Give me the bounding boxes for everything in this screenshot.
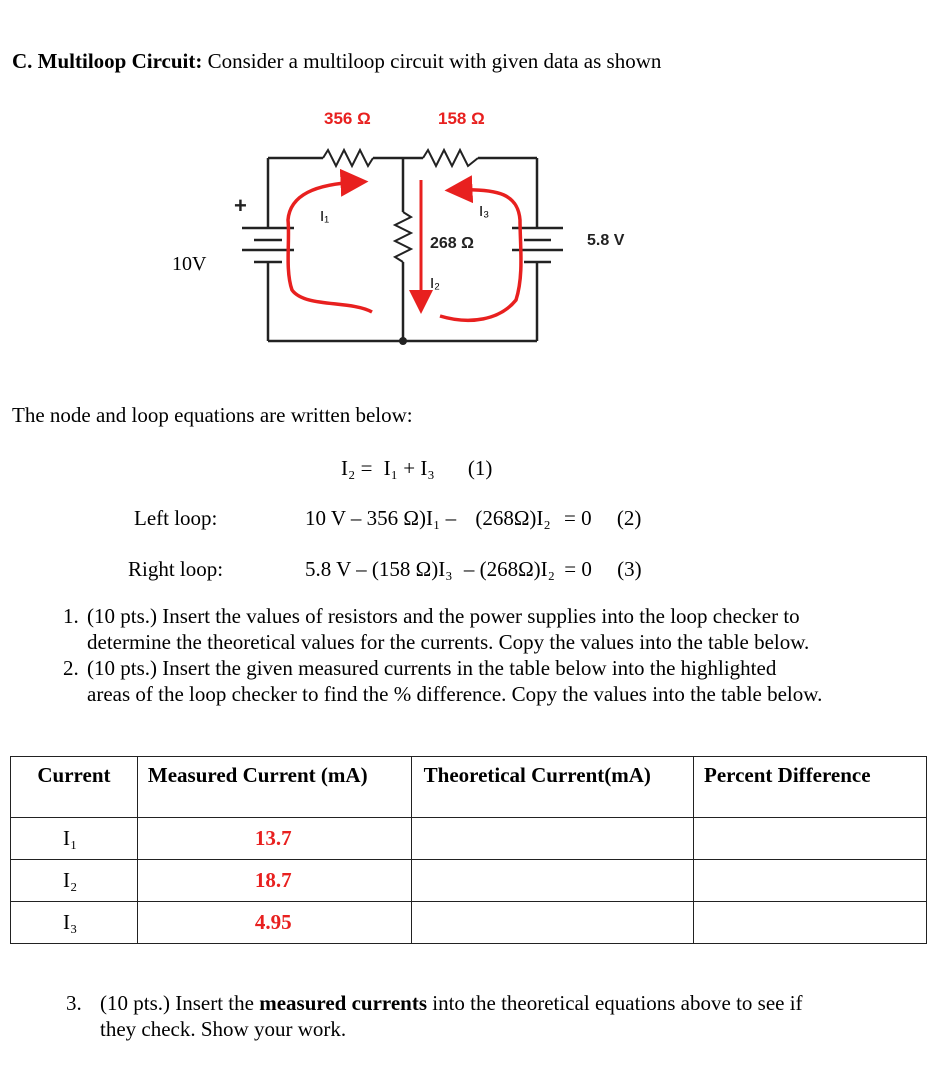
cell-measured: 4.95 [137,902,411,944]
cell-current: I₂ [11,860,138,902]
resistor-268-label: 268 Ω [430,235,474,252]
table-row [11,902,927,944]
node-equation-number: (1) [467,456,493,480]
resistor-268-symbol [395,212,411,262]
junction-dot [399,337,407,345]
right-loop-equation [305,557,642,582]
header-percent: Percent Difference [694,757,927,818]
results-table [10,756,927,944]
cell-current: I₃ [11,902,138,944]
node-equation-rhs: I₁ + I₃ [383,456,435,480]
task-number: 2. [63,656,79,680]
task-line: (10 pts.) Insert the given measured currents in the table below into the highlighted [87,656,777,680]
left-loop-number: (2) [616,506,642,530]
cell-current: I₁ [11,818,138,860]
task-item [0,603,822,655]
equations-intro: The node and loop equations are written below: [12,403,413,427]
right-loop-part2: – (268Ω)I₂ [463,557,555,581]
current-i3-label: I₃ [479,203,490,220]
header-theoretical: Theoretical Current(mA) [411,757,693,818]
task-line: determine the theoretical values for the currents. Copy the values into the table below. [87,630,810,654]
task-3-prefix: (10 pts.) Insert the [100,991,254,1015]
section-heading-label: C. Multiloop Circuit: [12,49,203,73]
task-3 [0,990,952,1042]
resistor-158-symbol [423,150,478,166]
cell-theoretical[interactable] [411,818,693,860]
current-i1-label: I₁ [320,208,330,225]
resistor-356-label: 356 Ω [324,109,371,128]
resistor-356-symbol [323,150,373,166]
current-i2-label: I₂ [430,275,440,292]
left-loop-equals: = 0 [564,506,592,530]
table-header-row [11,757,927,818]
task-3-line2: they check. Show your work. [100,1017,347,1041]
left-loop-part1: 10 V – 356 Ω)I₁ – [305,506,457,530]
table-row [11,860,927,902]
header-current: Current [11,757,138,818]
cell-theoretical[interactable] [411,902,693,944]
node-equation-lhs: I₂ = [341,456,373,480]
task-line: areas of the loop checker to find the % difference. Copy the values into the table below. [87,682,823,706]
task-3-suffix: into the theoretical equations above to see if [432,991,803,1015]
cell-percent[interactable] [694,818,927,860]
task-line: (10 pts.) Insert the values of resistors and the power supplies into the loop checker to [87,604,800,628]
task-list [0,603,822,707]
section-heading-text: Consider a multiloop circuit with given data as shown [207,49,662,73]
battery-left-symbol [242,228,294,262]
loop-i1-arrow [288,182,372,312]
cell-theoretical[interactable] [411,860,693,902]
left-battery-plus-sign: + [234,193,247,218]
right-loop-part1: 5.8 V – (158 Ω)I₃ [305,557,453,581]
cell-percent[interactable] [694,902,927,944]
cell-percent[interactable] [694,860,927,902]
task-item [0,655,822,707]
circuit-diagram [0,0,952,390]
task-3-number: 3. [66,991,82,1015]
table-row [11,818,927,860]
cell-measured: 13.7 [137,818,411,860]
left-loop-part2: (268Ω)I₂ [475,506,551,530]
right-loop-number: (3) [617,557,642,581]
right-source-label: 5.8 V [587,232,625,249]
cell-measured: 18.7 [137,860,411,902]
right-loop-label: Right loop: [128,557,224,581]
resistor-158-label: 158 Ω [438,109,485,128]
task-3-bold: measured currents [259,991,428,1015]
task-number: 1. [63,604,79,628]
node-equation [341,456,492,481]
left-loop-equation [305,506,641,531]
left-loop-label: Left loop: [134,506,218,530]
header-measured: Measured Current (mA) [137,757,411,818]
left-source-label: 10V [172,253,207,275]
right-loop-equals: = 0 [564,557,592,581]
